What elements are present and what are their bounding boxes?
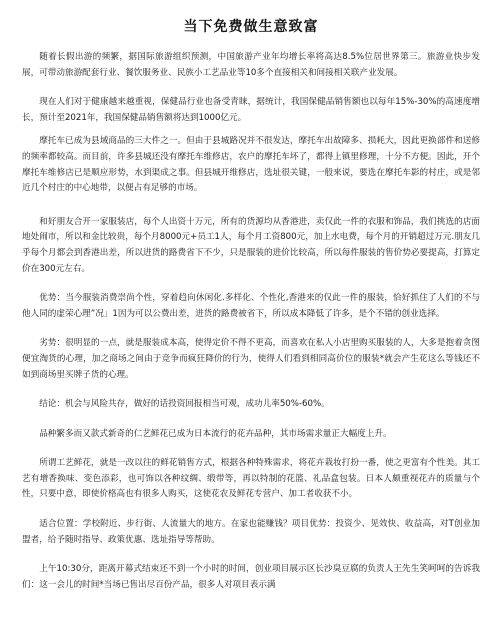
paragraph-disadvantages: 劣势：很明显的一点，就是服装成本高，使得定价不得不更高，而喜欢在私人小店里购买服装的人，大多是抱着贪图便宜淘货的心理，加之商场之间由于竞争而疯狂降价的行为，使得人们看到相同高价位的服装*就会产生花这么等钱还不如到商场里买牌子货的心理。 (22, 338, 480, 380)
paragraph-advantages: 优势：当今服装消费崇尚个性，穿着趋向休闲化.多样化、个性化,香港来的仅此一件的服装，恰好抓住了人们的不与他人同的虚荣心理”况」1因为可以公费出差，进货的路费被省下，所以成本降低了许多，是个不错的创业选择。 (22, 293, 480, 319)
paragraph-health-products: 现在人们对于健康越来越重视，保健品行业也备受青睐，据统计，我国保健品销售额也以每年15%-30%的高速度增长，预计至2021年，我国保健品销售额将达到1000亿元。 (22, 97, 480, 123)
page-title: 当下免费做生意致富 (183, 19, 319, 35)
paragraph-craft-flowers-intro: 品种繁多而又款式新奇的仁艺鲜花已成为日本流行的花卉品种，其市场需求量正大幅度上升。 (39, 428, 392, 439)
paragraph-motorcycle-repair: 摩托车已成为县域商品的三大件之一。但由于县城路况并不很发达，摩托车出故障多、损耗大，因此更换部件和送修的频率都较高。而目前，许多县城还没有摩托车维修店，农户的摩托车坏了，都得上镇里修理，十分不方便。因此，开个摩托车维修店已是顺应形势，水到渠成之事。但县城开维修店，选址很关键，一般来说，要选在摩托车影的村庄，或是邻近几个村庄的中心地带，以便占有足够的市场。 (22, 136, 480, 194)
paragraph-suitable-location: 适合位置：学校附近、步行街、人流量大的地方。在家也能赚钱？项目优势：投资少、见效快、收益高，对T创业加盟者，给予随时指导、政策优惠、选址指导等帮助。 (22, 519, 480, 545)
paragraph-conclusion: 结论：机会与风险共存，做好的话投资回报相当可观，成功儿率50%-60%。 (39, 399, 330, 410)
paragraph-craft-flowers-detail: 所谓工艺鲜花，就是一改以往的鲜花销售方式，根据各种特殊需求，将花卉栽妆打扮一番，使之更富有个性美。其工艺有增香换味、变色添彩，也可饰以各种纹绸、缎带等，再以特制的花篮、礼品盒包装。日本人颇重视花卉的质量与个性，只要中意，即使价格高也有很多人购买，这使花农及鲜花专营户、加工者收获不小。 (22, 458, 480, 500)
paragraph-stinky-tofu: 上午10:30分，距离开幕式结束还不到一个小时的时间，创业项目展示区长沙臭豆腐的负责人王先生笑呵呵的告诉我们：这一会儿的时间*当场已售出尽百份产品，很多人对项目表示满 (22, 564, 480, 590)
paragraph-clothing-store: 和好朋友合开一家服装店，每个人出资十万元，所有的货源均从香港进，卖仅此一件的衣服和饰品，我们挑选的店面地处闹市，所以和金比较贵，每个月8000元+员工1人，每个月工资800元，加上水电费，每个月的开销超过万元.朋友几乎每个月都会到香港出差，所以进货的路费省下不少，只是服装的进价比较高，所以每件服装的售价势必要提高，打算定价在300元左右。 (22, 216, 480, 274)
paragraph-tourism: 随着长假出游的频繁，据国际旅游组织预测，中国旅游产业年均增长率将高达8.5%位居世界第三。旅游业快步发展，可带动旅游配套行业、餐饮服务业、民族小工艺品业等10多个直接相关和间接相关联产业发展。 (22, 52, 480, 78)
